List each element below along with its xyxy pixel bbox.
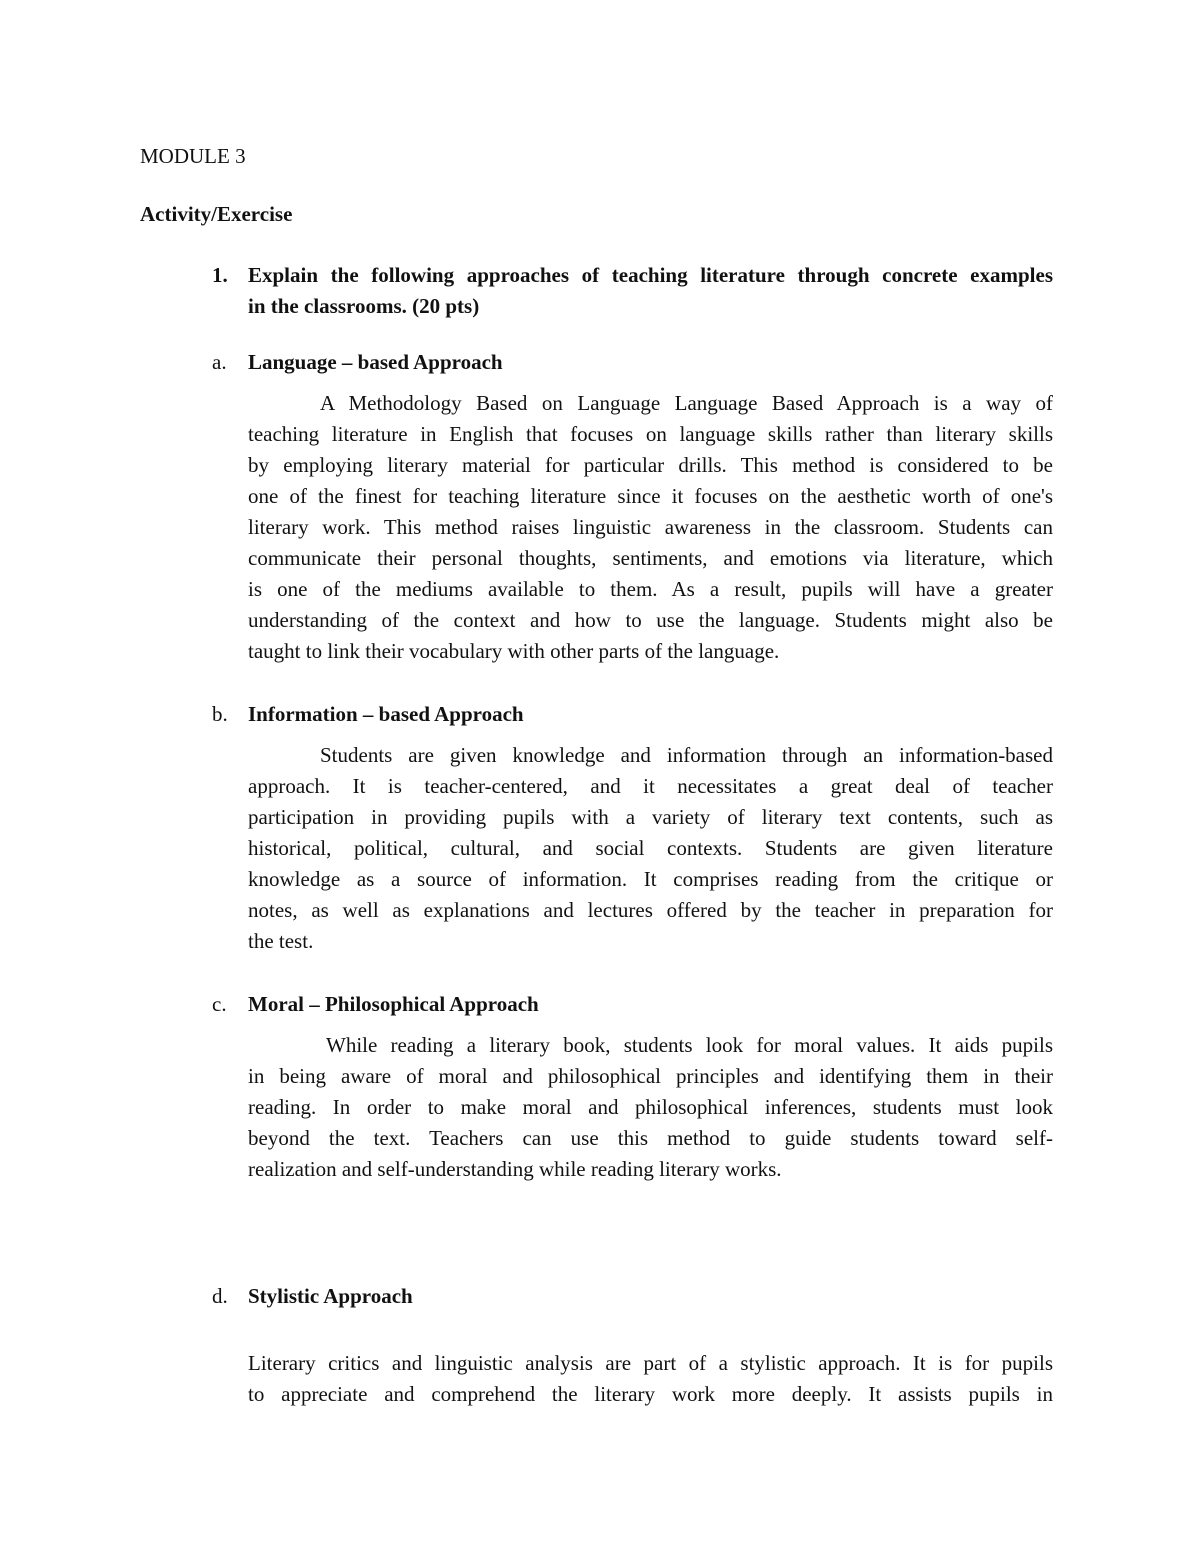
- section-title: Moral – Philosophical Approach: [248, 992, 539, 1016]
- activity-heading: Activity/Exercise: [140, 202, 293, 226]
- paragraph-line: beyond the text. Teachers can use this method to guide students toward self-: [248, 1126, 1053, 1150]
- paragraph-line: one of the finest for teaching literature since it focuses on the aesthetic worth of one's: [248, 484, 1053, 508]
- paragraph-line: the test.: [248, 929, 314, 953]
- paragraph-line: by employing literary material for particular drills. This method is considered to be: [248, 453, 1053, 477]
- paragraph-line: in being aware of moral and philosophical principles and identifying them in their: [248, 1064, 1053, 1088]
- paragraph-line: taught to link their vocabulary with other parts of the language.: [248, 639, 780, 663]
- paragraph-line: A Methodology Based on Language Language Based Approach is a way of: [320, 391, 1053, 415]
- paragraph-line: approach. It is teacher-centered, and it necessitates a great deal of teacher: [248, 774, 1053, 798]
- paragraph-line: knowledge as a source of information. It comprises reading from the critique or: [248, 867, 1053, 891]
- paragraph-line: reading. In order to make moral and philosophical inferences, students must look: [248, 1095, 1053, 1119]
- section-letter: b.: [212, 702, 228, 726]
- section-letter: c.: [212, 992, 227, 1016]
- question-number: 1.: [212, 263, 228, 287]
- paragraph-line: notes, as well as explanations and lectures offered by the teacher in preparation for: [248, 898, 1053, 922]
- section-letter: a.: [212, 350, 227, 374]
- section-title: Language – based Approach: [248, 350, 503, 374]
- paragraph-line: participation in providing pupils with a variety of literary text contents, such as: [248, 805, 1053, 829]
- paragraph-line: literary work. This method raises linguistic awareness in the classroom. Students can: [248, 515, 1053, 539]
- paragraph-line: While reading a literary book, students look for moral values. It aids pupils: [326, 1033, 1053, 1057]
- paragraph-line: understanding of the context and how to use the language. Students might also be: [248, 608, 1053, 632]
- question-text-line: Explain the following approaches of teaching literature through concrete examples: [248, 263, 1053, 287]
- question-text-line: in the classrooms. (20 pts): [248, 294, 480, 318]
- paragraph-line: historical, political, cultural, and social contexts. Students are given literature: [248, 836, 1053, 860]
- section-letter: d.: [212, 1284, 228, 1308]
- paragraph-line: Students are given knowledge and information through an information-based: [320, 743, 1053, 767]
- module-title: MODULE 3: [140, 144, 246, 168]
- section-title: Stylistic Approach: [248, 1284, 413, 1308]
- paragraph-line: communicate their personal thoughts, sentiments, and emotions via literature, which: [248, 546, 1053, 570]
- paragraph-line: Literary critics and linguistic analysis are part of a stylistic approach. It is for pupils: [248, 1351, 1053, 1375]
- paragraph-line: is one of the mediums available to them. As a result, pupils will have a greater: [248, 577, 1053, 601]
- paragraph-line: to appreciate and comprehend the literary work more deeply. It assists pupils in: [248, 1382, 1053, 1406]
- paragraph-line: realization and self-understanding while reading literary works.: [248, 1157, 782, 1181]
- section-title: Information – based Approach: [248, 702, 524, 726]
- paragraph-line: teaching literature in English that focuses on language skills rather than literary skills: [248, 422, 1053, 446]
